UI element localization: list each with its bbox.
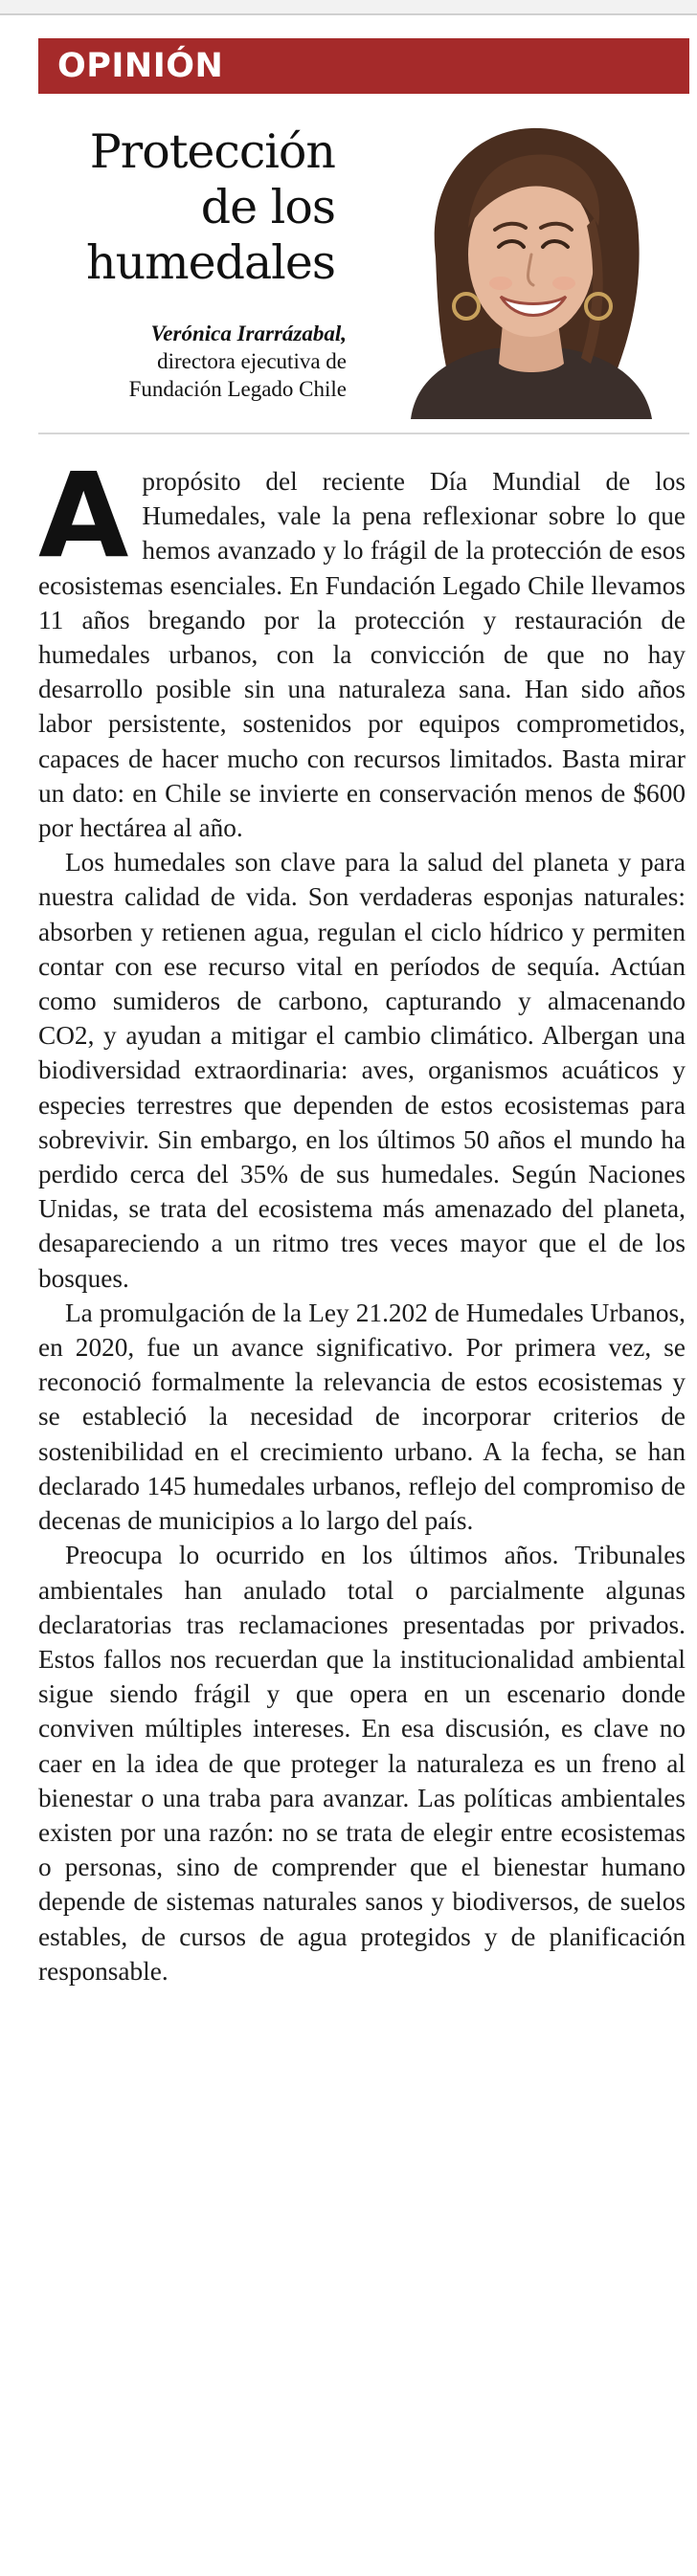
header-divider <box>38 433 689 434</box>
dropcap: A <box>38 448 129 584</box>
author-portrait-icon <box>369 113 689 419</box>
article-paragraph-4: Preocupa lo ocurrido en los últimos años. Tribunales ambientales han anulado total o parcialmente algunas declaratorias tras reclamaciones presentadas por privados. Estos fallos nos recuerdan que la institucionalidad ambiental sigue siendo frágil y que opera en un escenario donde conviven múltiples intereses. En esa discusión, es clave no caer en la idea de que proteger la naturaleza es un freno al bienestar o una traba para avanzar. Las políticas ambientales existen por una razón: no se trata de elegir entre ecosistemas o personas, sino de comprender que el bienestar humano depende de sistemas naturales sanos y biodiversos, de suelos estables, de cursos de agua protegidos y de planificación responsable. <box>38 1541 686 1986</box>
headline-line-2: de los <box>200 180 335 234</box>
headline <box>38 124 335 291</box>
author-role: directora ejecutiva de <box>157 349 347 373</box>
article-paragraph-1-text: propósito del reciente Día Mundial de los Humedales, vale la pena reflexionar sobre lo que hemos avanzado y lo frágil de la protección de esos ecosistemas esenciales. En Fundación Legado Chile llevamos 11 años bregando por la protección y restauración de humedales urbanos, con la convicción de que no hay desarrollo posible sin una naturaleza sana. Han sido años labor persistente, sostenidos por equipos comprometidos, capaces de hacer mucho con recursos limitados. Basta mirar un dato: en Chile se invierte en conservación menos de $600 por hectárea al año. <box>38 467 686 843</box>
author-name: Verónica Irarrázabal, <box>150 322 347 345</box>
page-top-rule <box>0 0 697 15</box>
headline-line-1: Protección <box>89 124 335 179</box>
article-paragraph-1 <box>38 448 686 845</box>
byline <box>38 320 347 403</box>
article-paragraph-3: La promulgación de la Ley 21.202 de Humedales Urbanos, en 2020, fue un avance significativo. Por primera vez, se reconoció formalmente la relevancia de estos ecosistemas y se estableció la necesidad de incorporar criterios de sostenibilidad en el crecimiento urbano. A la fecha, se han declarado 145 humedales urbanos, reflejo del compromiso de decenas de municipios a lo largo del país. <box>38 1298 686 1536</box>
article-paragraph-2: Los humedales son clave para la salud del planeta y para nuestra calidad de vida. Son verdaderas esponjas naturales: absorben y retienen agua, regulan el ciclo hídrico y permiten contar con ese recurso vital en períodos de sequía. Actúan como sumideros de carbono, capturando y almacenando CO2, y ayudan a mitigar el cambio climático. Albergan una biodiversidad extraordinaria: aves, organismos acuáticos y especies terrestres que dependen de estos ecosistemas para sobrevivir. Sin embargo, en los últimos 50 años el mundo ha perdido cerca del 35% de sus humedales. Según Naciones Unidas, se trata del ecosistema más amenazado del planeta, desapareciendo a un ritmo tres veces mayor que el de los bosques. <box>38 848 686 1293</box>
article-body <box>38 448 686 1988</box>
headline-line-3: humedales <box>86 235 335 290</box>
author-organization: Fundación Legado Chile <box>128 377 347 401</box>
section-label: OPINIÓN <box>38 38 689 94</box>
